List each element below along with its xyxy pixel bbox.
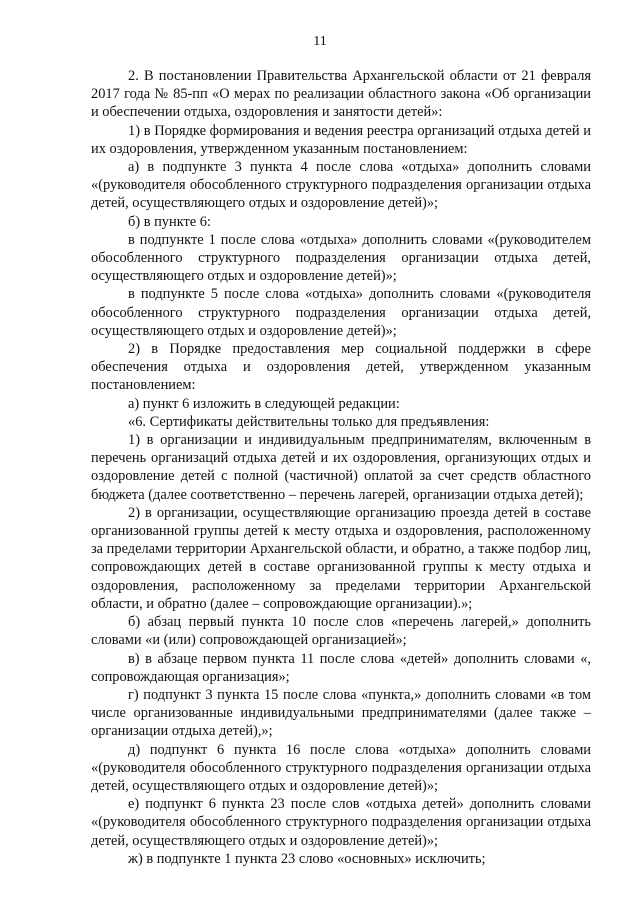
page-number: 11 (313, 34, 327, 49)
paragraph: 2) в Порядке предоставления мер социальной поддержки в сфере обеспечения отдыха и оздоровления детей, утвержденном указанным постановлением: (91, 341, 591, 394)
paragraph: г) подпункт 3 пункта 15 после слова «пункта,» дополнить словами «в том числе организованные индивидуальными предпринимателями (далее также – организации отдыха детей),»; (91, 686, 591, 740)
paragraph: д) подпункт 6 пункта 16 после слова «отдыха» дополнить словами «(руководителя обособленного структурного подразделения организации отдыха детей, осуществляющего отдых и оздоровление детей)»; (91, 741, 591, 794)
paragraph: е) подпункт 6 пункта 23 после слов «отдыха детей» дополнить словами «(руководителя обособленного структурного подразделения организации отдыха детей, осуществляющего отдых и оздоровление детей)»; (91, 796, 591, 849)
paragraph: б) в пункте 6: (128, 213, 211, 230)
paragraph: 2) в организации, осуществляющие организацию проезда детей в составе организованной группы детей к месту отдыха и оздоровления, расположенному за пределами территории Архангельской области, и обратно, а также подбор лиц, сопровождающих детей в составе организованной группы к месту отдыха и оздоровления, расположенному за пределами территории Архангельской области, и обратно (далее – сопровождающие организации).»; (91, 504, 591, 612)
paragraph: 1) в Порядке формирования и ведения реестра организаций отдыха детей и их оздоровления, утвержденном указанным постановлением: (91, 122, 591, 157)
paragraph: ж) в подпункте 1 пункта 23 слово «основных» исключить; (128, 850, 486, 867)
paragraph: «6. Сертификаты действительны только для предъявления: (128, 413, 490, 430)
paragraph: б) абзац первый пункта 10 после слов «перечень лагерей,» дополнить словами «и (или) сопровождающей организацией»; (91, 614, 591, 649)
document-body (91, 67, 591, 868)
paragraph: 1) в организации и индивидуальным предпринимателям, включенным в перечень организаций отдыха детей и их оздоровления, организующих отдых и оздоровление детей с полной (частичной) оплатой за счет средств областного бюджета (далее соответственно – перечень лагерей, организации отдыха детей); (91, 432, 591, 503)
paragraph: в подпункте 1 после слова «отдыха» дополнить словами «(руководителем обособленного структурного подразделения организации отдыха детей, осуществляющего отдых и оздоровление детей)»; (91, 231, 591, 285)
paragraph: а) пункт 6 изложить в следующей редакции: (128, 395, 400, 412)
paragraph: 2. В постановлении Правительства Архангельской области от 21 февраля 2017 года № 85-пп «О мерах по реализации областного закона «Об организации и обеспечении отдыха, оздоровления и занятости детей»: (91, 68, 591, 121)
paragraph: а) в подпункте 3 пункта 4 после слова «отдыха» дополнить словами «(руководителя обособленного структурного подразделения организации отдыха детей, осуществляющего отдых и оздоровление детей)»; (91, 159, 591, 212)
paragraph: в) в абзаце первом пункта 11 после слова «детей» дополнить словами «, сопровождающая организация»; (91, 650, 591, 685)
paragraph: в подпункте 5 после слова «отдыха» дополнить словами «(руководителя обособленного структурного подразделения организации отдыха детей, осуществляющего отдых и оздоровление детей)»; (91, 286, 591, 339)
